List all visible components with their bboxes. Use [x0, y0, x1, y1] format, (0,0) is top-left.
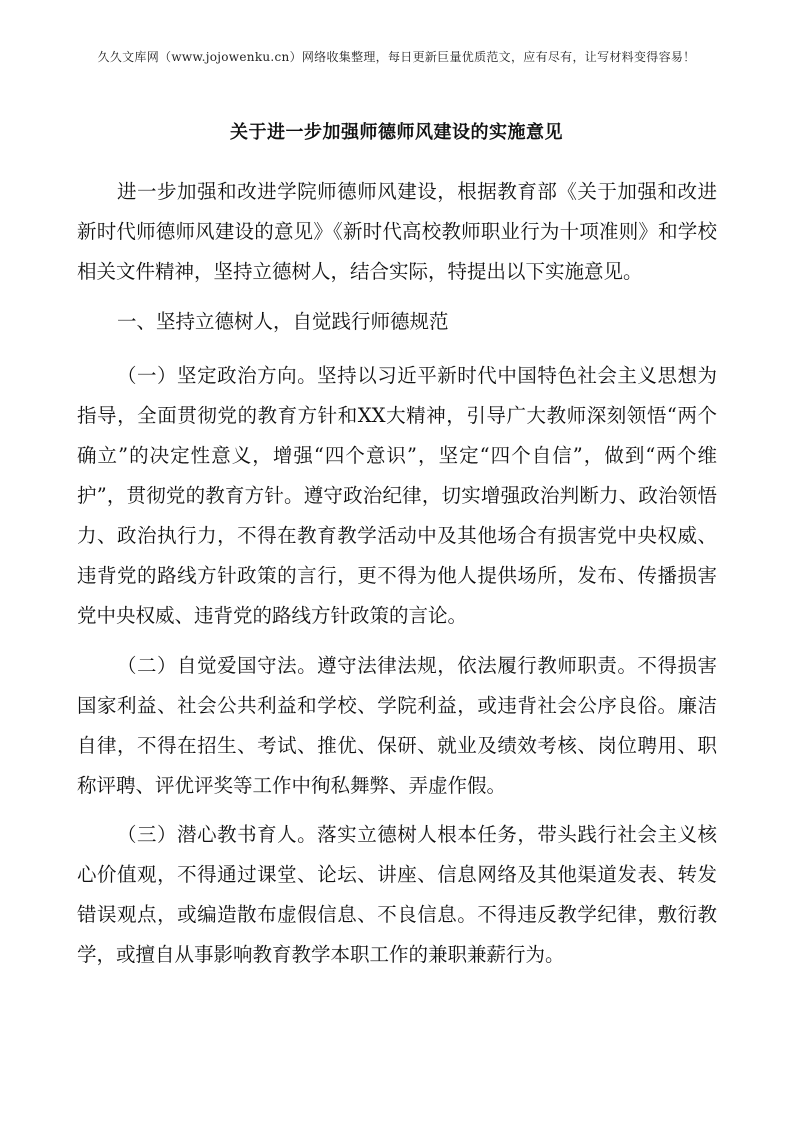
paragraph-political-direction: （一）坚定政治方向。坚持以习近平新时代中国特色社会主义思想为指导，全面贯彻党的教育方针和XX大精神，引导广大教师深刻领悟“两个确立”的决定性意义，增强“四个意识”，坚定“四个自信”，做到“两个维护”，贯彻党的教育方针。遵守政治纪律，切实增强政治判断力、政治领悟力、政治执行力，不得在教育教学活动中及其他场合有损害党中央权威、违背党的路线方针政策的言行，更不得为他人提供场所，发布、传播损害党中央权威、违背党的路线方针政策的言论。	[77, 364, 717, 627]
section-heading-1: 一、坚持立德树人，自觉践行师德规范	[117, 310, 449, 333]
paragraph-teaching-education: （三）潜心教书育人。落实立德树人根本任务，带头践行社会主义核心价值观，不得通过课堂、论坛、讲座、信息网络及其他渠道发表、转发错误观点，或编造散布虚假信息、不良信息。不得违反教学纪律，敷衍教学，或擅自从事影响教育教学本职工作的兼职兼薪行为。	[77, 823, 717, 966]
document-title: 关于进一步加强师德师风建设的实施意见	[230, 122, 563, 143]
paragraph-patriotism-law: （二）自觉爱国守法。遵守法律法规，依法履行教师职责。不得损害国家利益、社会公共利益和学校、学院利益，或违背社会公序良俗。廉洁自律，不得在招生、考试、推优、保研、就业及绩效考核、岗位聘用、职称评聘、评优评奖等工作中徇私舞弊、弄虚作假。	[77, 654, 717, 797]
intro-paragraph: 进一步加强和改进学院师德师风建设，根据教育部《关于加强和改进新时代师德师风建设的意见》《新时代高校教师职业行为十项准则》和学校相关文件精神，坚持立德树人，结合实际，特提出以下实施意见。	[77, 180, 717, 283]
source-header-note: 久久文库网（www.jojowenku.cn）网络收集整理，每日更新巨量优质范文，应有尽有，让写材料变得容易！	[97, 50, 696, 64]
